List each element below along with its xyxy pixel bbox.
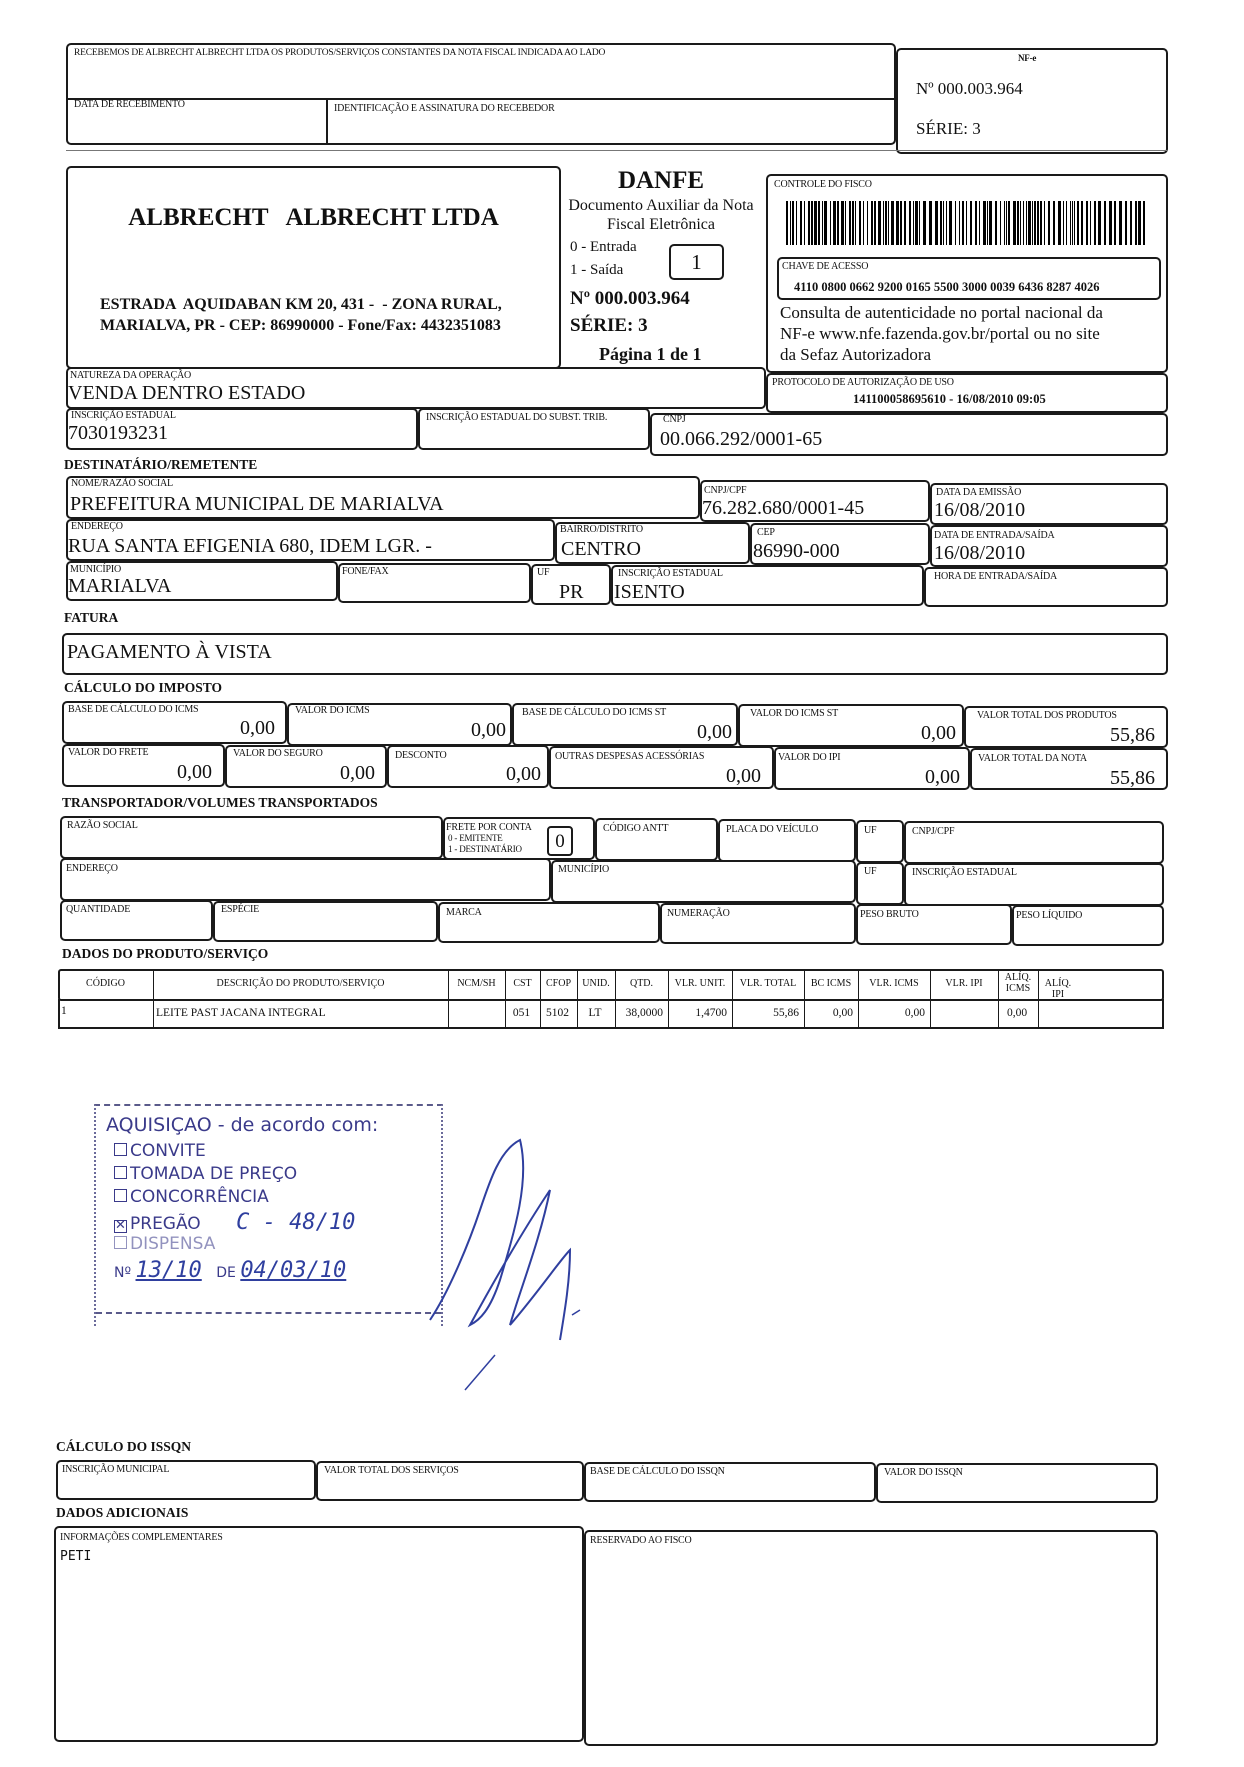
danfe-pagina: Página 1 de 1	[599, 344, 702, 364]
dest-endereco-label: ENDEREÇO	[71, 521, 123, 532]
barcode-bar	[871, 201, 873, 245]
cut-line	[66, 150, 1168, 151]
stamp-option-pregao	[114, 1210, 355, 1235]
receipt-date-label: DATA DE RECEBIMENTO	[74, 99, 185, 110]
dest-entrada-label: DATA DE ENTRADA/SAÍDA	[934, 530, 1055, 541]
barcode-bar	[885, 201, 887, 245]
chave-value: 4110 0800 0662 9200 0165 5500 3000 0039 6436 8287 4026	[794, 280, 1100, 294]
stamp-title: AQUISIÇAO - de acordo com:	[106, 1114, 379, 1136]
receipt-sign-label: IDENTIFICAÇÃO E ASSINATURA DO RECEBEDOR	[334, 103, 555, 114]
dest-nome: PREFEITURA MUNICIPAL DE MARIALVA	[70, 493, 444, 515]
barcode	[786, 201, 1151, 245]
danfe-entrada: 0 - Entrada	[570, 239, 637, 255]
issqn-bc-label: BASE DE CÁLCULO DO ISSQN	[590, 1466, 725, 1477]
barcode-bar	[824, 201, 827, 245]
stamp-option-label: PREGÃO	[130, 1214, 201, 1234]
barcode-bar	[1048, 201, 1050, 245]
barcode-bar	[1090, 201, 1091, 245]
barcode-bar	[1034, 201, 1036, 245]
barcode-bar	[962, 201, 964, 245]
barcode-bar	[913, 201, 914, 245]
barcode-bar	[796, 201, 797, 245]
cnpj-value: 00.066.292/0001-65	[660, 428, 823, 450]
barcode-bar	[786, 201, 788, 245]
products-row-cell: 1,4700	[695, 1007, 727, 1019]
stamp-pregao-handwritten: C - 48/10	[236, 1210, 356, 1235]
barcode-bar	[1143, 201, 1145, 245]
stamp-bottom-rule	[96, 1312, 441, 1314]
dest-cnpj-label: CNPJ/CPF	[704, 485, 747, 496]
barcode-bar	[1037, 201, 1039, 245]
barcode-bar	[1013, 201, 1016, 245]
receipt-nfe-serie: SÉRIE: 3	[916, 119, 981, 138]
barcode-bar	[867, 201, 868, 245]
desconto-label: DESCONTO	[395, 750, 447, 761]
products-header-cell: VLR. ICMS	[869, 978, 919, 989]
protocolo-label: PROTOCOLO DE AUTORIZAÇÃO DE USO	[772, 377, 954, 388]
outras-value: 0,00	[726, 765, 761, 787]
products-header-cell: NCM/SH	[457, 978, 496, 989]
stamp-option-tomada	[114, 1164, 297, 1184]
transp-cnpj-label: CNPJ/CPF	[912, 826, 955, 837]
barcode-bar	[845, 201, 846, 245]
dest-cep-label: CEP	[757, 527, 775, 538]
dest-nome-label: NOME/RAZÃO SOCIAL	[71, 478, 173, 489]
transp-endereco-box	[60, 858, 551, 901]
ie-st-label: INSCRIÇÃO ESTADUAL DO SUBST. TRIB.	[426, 412, 608, 423]
barcode-bar	[863, 201, 864, 245]
transp-uf2-label: UF	[864, 866, 877, 877]
consulta-line-2: NF-e www.nfe.fazenda.gov.br/portal ou no site	[780, 324, 1100, 343]
barcode-bar	[995, 201, 997, 245]
dest-ie-label: INSCRIÇÃO ESTADUAL	[618, 568, 723, 579]
barcode-bar	[1081, 201, 1083, 245]
ipi-label: VALOR DO IPI	[778, 752, 841, 763]
dest-municipio: MARIALVA	[68, 575, 172, 597]
receipt-nfe-box	[896, 48, 1168, 154]
barcode-bar	[790, 201, 791, 245]
barcode-bar	[841, 201, 844, 245]
transp-numeracao-label: NUMERAÇÃO	[667, 908, 730, 919]
destinatario-section-title: DESTINATÁRIO/REMETENTE	[64, 457, 258, 472]
receipt-text: RECEBEMOS DE ALBRECHT ALBRECHT LTDA OS PRODUTOS/SERVIÇOS CONSTANTES DA NOTA FISCAL INDICADA AO LADO	[74, 48, 606, 58]
barcode-bar	[1026, 201, 1027, 245]
barcode-bar	[818, 201, 820, 245]
danfe-tipo: 1	[691, 250, 702, 274]
stamp-num-prefix: Nº	[114, 1265, 132, 1281]
barcode-bar	[970, 201, 972, 245]
barcode-bar	[955, 201, 956, 245]
barcode-bar	[1023, 201, 1024, 245]
reservado-fisco-box	[584, 1530, 1158, 1746]
products-row-cell: 55,86	[773, 1007, 799, 1019]
stamp-date-handwritten: 04/03/10	[240, 1258, 347, 1283]
products-row-cell: 38,0000	[625, 1007, 663, 1019]
issqn-valor-label: VALOR DO ISSQN	[884, 1467, 963, 1478]
barcode-bar	[940, 201, 942, 245]
barcode-bar	[811, 201, 813, 245]
barcode-bar	[1098, 201, 1101, 245]
emitente-address-2: MARIALVA, PR - CEP: 86990000 - Fone/Fax: 4432351083	[100, 317, 501, 334]
barcode-bar	[1109, 201, 1112, 245]
stamp-option-label: TOMADA DE PREÇO	[130, 1164, 298, 1184]
barcode-bar	[1135, 201, 1137, 245]
bc-icms-label: BASE DE CÁLCULO DO ICMS	[68, 704, 199, 715]
barcode-bar	[1017, 201, 1019, 245]
barcode-bar	[1006, 201, 1007, 245]
v-nota-value: 55,86	[1110, 767, 1155, 789]
fatura-section-title: FATURA	[64, 610, 119, 625]
transp-frete-value: 0	[555, 831, 565, 852]
dest-hora-label: HORA DE ENTRADA/SAÍDA	[934, 571, 1058, 582]
imposto-section-title: CÁLCULO DO IMPOSTO	[64, 680, 223, 695]
products-row-cell: 1	[61, 1005, 67, 1017]
issqn-section-title: CÁLCULO DO ISSQN	[56, 1439, 192, 1454]
barcode-bar	[966, 201, 967, 245]
barcode-bar	[1040, 201, 1042, 245]
issqn-im-label: INSCRIÇÃO MUNICIPAL	[62, 1464, 170, 1475]
barcode-bar	[1058, 201, 1061, 245]
barcode-bar	[904, 201, 906, 245]
barcode-bar	[1138, 201, 1141, 245]
barcode-bar	[792, 201, 794, 245]
barcode-bar	[822, 201, 823, 245]
barcode-bar	[1114, 201, 1116, 245]
danfe-saida: 1 - Saída	[570, 262, 624, 278]
products-header-cell: CST	[513, 978, 532, 989]
products-row-cell: LT	[588, 1007, 602, 1019]
products-header-cell: QTD.	[629, 978, 654, 989]
bc-st-label: BASE DE CÁLCULO DO ICMS ST	[522, 707, 666, 718]
protocolo-value: 141100058695610 - 16/08/2010 09:05	[853, 392, 1046, 406]
barcode-bar	[983, 201, 986, 245]
barcode-bar	[1063, 201, 1064, 245]
barcode-bar	[891, 201, 894, 245]
cnpj-label: CNPJ	[663, 414, 686, 425]
transp-peso-liq-label: PESO LÍQUIDO	[1016, 910, 1083, 921]
barcode-bar	[935, 201, 938, 245]
barcode-bar	[900, 201, 902, 245]
dest-uf-label: UF	[537, 567, 550, 578]
signature	[420, 1110, 600, 1410]
barcode-bar	[1070, 201, 1071, 245]
products-row-cell: 0,00	[1006, 1007, 1028, 1019]
dest-cnpj: 76.282.680/0001-45	[702, 497, 865, 519]
barcode-bar	[929, 201, 932, 245]
barcode-bar	[989, 201, 992, 245]
bc-st-value: 0,00	[697, 721, 732, 743]
dest-bairro: CENTRO	[561, 538, 641, 560]
transp-marca-label: MARCA	[446, 907, 482, 918]
ie-value: 7030193231	[68, 422, 168, 444]
barcode-bar	[1094, 201, 1096, 245]
products-header-cell: ALÍQ. IPI	[1044, 978, 1072, 1000]
checkbox-empty-icon	[114, 1189, 127, 1202]
v-nota-label: VALOR TOTAL DA NOTA	[978, 753, 1087, 764]
consulta-line-3: da Sefaz Autorizadora	[780, 345, 932, 364]
barcode-bar	[814, 201, 817, 245]
danfe-title: DANFE	[617, 167, 705, 194]
frete-label: VALOR DO FRETE	[68, 747, 149, 758]
stamp-num-handwritten: 13/10	[135, 1258, 202, 1283]
barcode-bar	[975, 201, 977, 245]
transp-especie-label: ESPÉCIE	[221, 904, 260, 915]
barcode-bar	[833, 201, 836, 245]
stamp-option-dispensa	[114, 1234, 215, 1254]
info-complementares-value: PETI	[60, 1549, 92, 1564]
transp-razao-label: RAZÃO SOCIAL	[67, 820, 138, 831]
dest-fone-label: FONE/FAX	[342, 566, 389, 577]
products-header-cell: UNID.	[582, 978, 610, 989]
barcode-bar	[808, 201, 810, 245]
products-header-cell: VLR. IPI	[945, 978, 983, 989]
barcode-bar	[923, 201, 926, 245]
barcode-bar	[855, 201, 856, 245]
barcode-bar	[915, 201, 918, 245]
v-prod-value: 55,86	[1110, 724, 1155, 746]
barcode-bar	[849, 201, 851, 245]
dest-emissao: 16/08/2010	[934, 499, 1026, 521]
barcode-bar	[804, 201, 805, 245]
produtos-section-title: DADOS DO PRODUTO/SERVIÇO	[62, 946, 269, 961]
transp-placa-label: PLACA DO VEÍCULO	[726, 824, 819, 835]
products-row-cell: LEITE PAST JACANA INTEGRAL	[156, 1007, 326, 1019]
seguro-label: VALOR DO SEGURO	[233, 748, 323, 759]
stamp-option-label: DISPENSA	[130, 1234, 216, 1254]
products-header-cell: VLR. UNIT.	[674, 978, 726, 989]
ipi-value: 0,00	[925, 766, 960, 788]
transp-frete-label: FRETE POR CONTA	[446, 822, 532, 833]
barcode-bar	[859, 201, 861, 245]
barcode-bar	[874, 201, 876, 245]
dest-endereco: RUA SANTA EFIGENIA 680, IDEM LGR. -	[68, 535, 432, 557]
danfe-subtitle-1: Documento Auxiliar da Nota	[568, 197, 754, 214]
barcode-bar	[919, 201, 920, 245]
stamp-option-convite	[114, 1141, 206, 1161]
info-complementares-label: INFORMAÇÕES COMPLEMENTARES	[60, 1532, 223, 1543]
ie-label: INSCRIÇÃO ESTADUAL	[71, 410, 176, 421]
stamp-option-label: CONVITE	[130, 1141, 206, 1161]
barcode-bar	[852, 201, 854, 245]
receipt-nfe-number: Nº 000.003.964	[916, 79, 1023, 98]
dest-cep: 86990-000	[753, 540, 840, 562]
danfe-subtitle-2: Fiscal Eletrônica	[607, 216, 715, 233]
natureza-label: NATUREZA DA OPERAÇÃO	[70, 370, 192, 381]
transp-endereco-label: ENDEREÇO	[66, 863, 118, 874]
products-header-cell: ALÍQ. ICMS	[1004, 972, 1032, 994]
barcode-bar	[987, 201, 988, 245]
transp-uf-label: UF	[864, 825, 877, 836]
checkbox-checked-icon: ✕	[115, 1218, 126, 1233]
products-header-cell: CÓDIGO	[86, 978, 125, 989]
products-header-cell: BC ICMS	[810, 978, 852, 989]
barcode-bar	[883, 201, 884, 245]
barcode-bar	[1119, 201, 1122, 245]
emitente-address-1: ESTRADA AQUIDABAN KM 20, 431 - - ZONA RURAL,	[100, 296, 502, 313]
acquisition-stamp	[94, 1104, 443, 1326]
barcode-bar	[1074, 201, 1075, 245]
barcode-bar	[1130, 201, 1132, 245]
dest-ie: ISENTO	[614, 581, 685, 603]
barcode-bar	[979, 201, 980, 245]
reservado-fisco-label: RESERVADO AO FISCO	[590, 1535, 692, 1546]
barcode-bar	[1086, 201, 1088, 245]
barcode-bar	[837, 201, 839, 245]
outras-label: OUTRAS DESPESAS ACESSÓRIAS	[555, 751, 705, 762]
barcode-bar	[909, 201, 911, 245]
barcode-bar	[878, 201, 881, 245]
dest-bairro-label: BAIRRO/DISTRITO	[560, 524, 643, 535]
v-st-label: VALOR DO ICMS ST	[750, 708, 839, 719]
products-header-cell: CFOP	[545, 978, 571, 989]
fatura-value: PAGAMENTO À VISTA	[67, 641, 272, 663]
barcode-bar	[1004, 201, 1005, 245]
transp-ie-label: INSCRIÇÃO ESTADUAL	[912, 867, 1017, 878]
dest-uf: PR	[559, 581, 584, 603]
barcode-bar	[888, 201, 889, 245]
barcode-bar	[1008, 201, 1010, 245]
barcode-bar	[1125, 201, 1127, 245]
natureza-value: VENDA DENTRO ESTADO	[68, 382, 306, 404]
stamp-number-line	[114, 1258, 346, 1283]
info-complementares-box	[54, 1526, 584, 1742]
barcode-bar	[959, 201, 960, 245]
consulta-line-1: Consulta de autenticidade no portal nacional da	[780, 303, 1103, 322]
receipt-nfe-label: NF-e	[1018, 53, 1037, 63]
stamp-option-concorrencia	[114, 1187, 269, 1207]
products-table	[58, 969, 1164, 1029]
transp-municipio-label: MUNICÍPIO	[558, 864, 609, 875]
barcode-bar	[830, 201, 831, 245]
transp-frete-opt1: 1 - DESTINATÁRIO	[448, 844, 522, 854]
frete-value: 0,00	[177, 761, 212, 783]
barcode-bar	[1053, 201, 1055, 245]
barcode-bar	[1104, 201, 1106, 245]
stamp-de-label: DE	[216, 1265, 236, 1281]
transp-frete-opt0: 0 - EMITENTE	[448, 833, 503, 843]
stamp-option-label: CONCORRÊNCIA	[130, 1187, 269, 1207]
transp-qtd-label: QUANTIDADE	[66, 904, 131, 915]
v-prod-label: VALOR TOTAL DOS PRODUTOS	[977, 710, 1117, 721]
products-header-cell: DESCRIÇÃO DO PRODUTO/SERVIÇO	[216, 978, 385, 989]
barcode-bar	[943, 201, 944, 245]
barcode-bar	[946, 201, 947, 245]
checkbox-empty-icon	[114, 1166, 127, 1179]
danfe-number: Nº 000.003.964	[570, 288, 690, 309]
barcode-bar	[896, 201, 899, 245]
bc-icms-value: 0,00	[240, 717, 275, 739]
transp-peso-bruto-label: PESO BRUTO	[860, 909, 919, 920]
products-row-cell: 051	[512, 1007, 531, 1019]
dest-municipio-label: MUNICÍPIO	[70, 564, 121, 575]
adicionais-section-title: DADOS ADICIONAIS	[56, 1505, 189, 1520]
barcode-bar	[1020, 201, 1021, 245]
v-icms-value: 0,00	[471, 719, 506, 741]
barcode-bar	[949, 201, 952, 245]
emitente-name: ALBRECHT ALBRECHT LTDA	[128, 204, 499, 231]
products-row-cell: 5102	[546, 1007, 569, 1019]
fisco-controle-label: CONTROLE DO FISCO	[774, 179, 872, 190]
barcode-bar	[1032, 201, 1033, 245]
v-st-value: 0,00	[921, 722, 956, 744]
products-row-cell: 0,00	[832, 1007, 853, 1019]
checkbox-empty-icon	[114, 1236, 127, 1249]
barcode-bar	[800, 201, 802, 245]
products-header-cell: VLR. TOTAL	[739, 978, 797, 989]
dest-entrada: 16/08/2010	[934, 542, 1026, 564]
barcode-bar	[1044, 201, 1045, 245]
products-row-cell: 0,00	[904, 1007, 925, 1019]
chave-label: CHAVE DE ACESSO	[782, 261, 869, 272]
barcode-bar	[1028, 201, 1031, 245]
transp-antt-label: CÓDIGO ANTT	[603, 823, 669, 834]
emitente-box	[66, 166, 561, 369]
seguro-value: 0,00	[340, 762, 375, 784]
dest-emissao-label: DATA DA EMISSÃO	[936, 487, 1022, 498]
barcode-bar	[1066, 201, 1067, 245]
barcode-bar	[1072, 201, 1073, 245]
barcode-bar	[1000, 201, 1001, 245]
danfe-serie: SÉRIE: 3	[570, 315, 648, 336]
desconto-value: 0,00	[506, 763, 541, 785]
barcode-bar	[1077, 201, 1079, 245]
v-icms-label: VALOR DO ICMS	[295, 705, 370, 716]
checkbox-empty-icon	[114, 1143, 127, 1156]
transporte-section-title: TRANSPORTADOR/VOLUMES TRANSPORTADOS	[62, 795, 378, 810]
issqn-servicos-label: VALOR TOTAL DOS SERVIÇOS	[324, 1465, 459, 1476]
